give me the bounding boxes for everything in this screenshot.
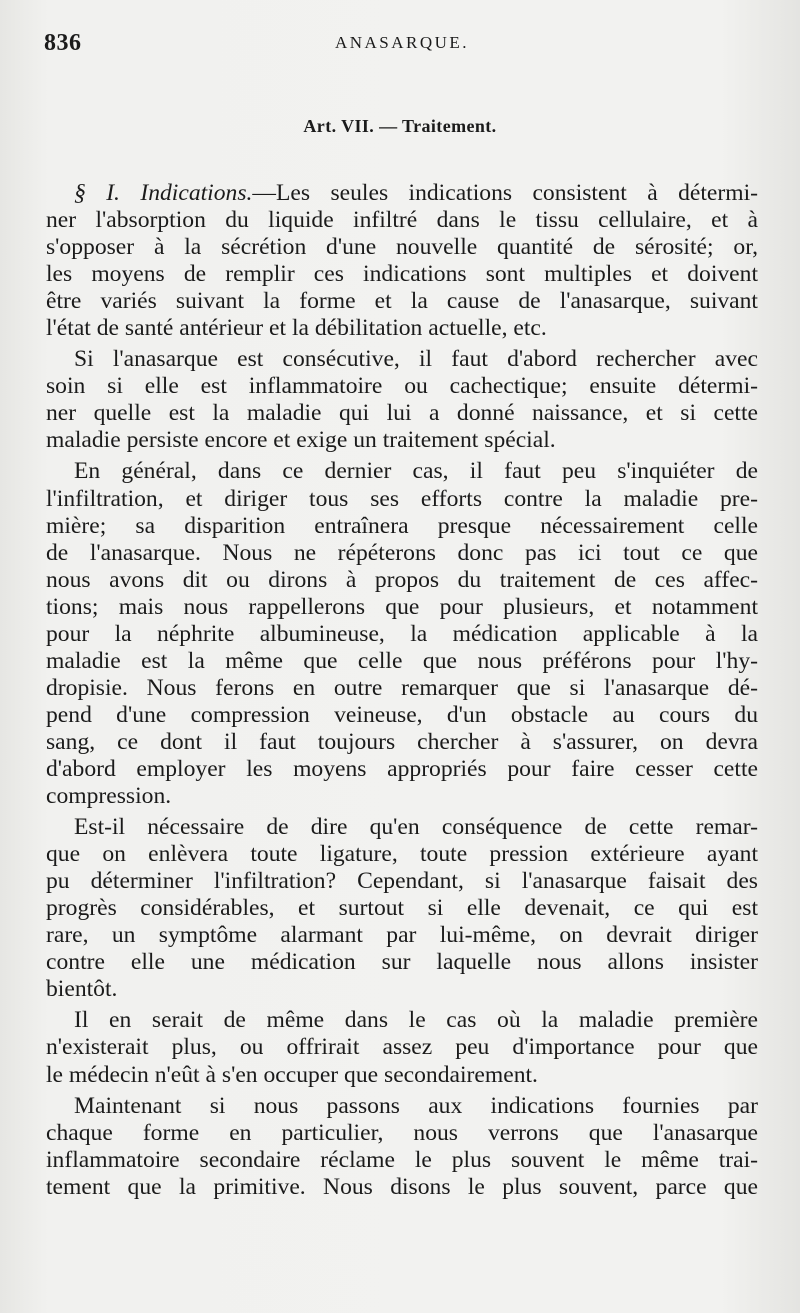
- body-text: [46, 180, 758, 1201]
- paragraph: [46, 1093, 758, 1201]
- text-line: progrès considérables, et surtout si elle devenait, ce qui est: [46, 895, 758, 922]
- running-title: ANASARQUE.: [334, 33, 470, 52]
- paragraph: [46, 1007, 758, 1088]
- text-line: sang, ce dont il faut toujours chercher à s'assurer, on devra: [46, 728, 758, 755]
- text-line: s'opposer à la sécrétion d'une nouvelle quantité de sérosité; or,: [46, 234, 758, 261]
- text-line: pu déterminer l'infiltration? Cependant, si l'anasarque faisait des: [46, 868, 758, 895]
- text-line: maladie persiste encore et exige un traitement spécial.: [46, 427, 556, 454]
- text-line-content: —Les seules indications consistent à détermi-: [252, 180, 758, 206]
- text-line: rare, un symptôme alarmant par lui-même, on devrait diriger: [46, 922, 758, 949]
- text-line: bientôt.: [46, 976, 118, 1003]
- text-line: n'existerait plus, ou offrirait assez peu d'importance pour que: [46, 1034, 758, 1061]
- text-line: le médecin n'eût à s'en occuper que secondairement.: [46, 1061, 538, 1088]
- text-line: contre elle une médication sur laquelle nous allons insister: [46, 949, 758, 976]
- paragraph: [46, 346, 758, 454]
- text-line: pour la néphrite albumineuse, la médication applicable à la: [46, 620, 758, 647]
- text-line: [46, 180, 758, 207]
- text-line: tions; mais nous rappellerons que pour plusieurs, et notamment: [46, 593, 758, 620]
- text-line: Il en serait de même dans le cas où la maladie première: [74, 1007, 758, 1034]
- text-line: inflammatoire secondaire réclame le plus souvent le même trai-: [46, 1146, 758, 1173]
- text-line: ner l'absorption du liquide infiltré dans le tissu cellulaire, et à: [46, 207, 758, 234]
- text-line: mière; sa disparition entraînera presque nécessairement celle: [46, 512, 758, 539]
- text-line: d'abord employer les moyens appropriés pour faire cesser cette: [46, 755, 758, 782]
- section-title: Art. VII. — Traitement.: [303, 116, 497, 136]
- text-line: les moyens de remplir ces indications sont multiples et doivent: [46, 261, 758, 288]
- text-line: soin si elle est inflammatoire ou cachectique; ensuite détermi-: [46, 373, 758, 400]
- text-line: Est-il nécessaire de dire qu'en conséquence de cette remar-: [74, 814, 758, 841]
- page-header: [44, 30, 760, 60]
- text-line: compression.: [46, 783, 172, 810]
- page-number: 836: [44, 30, 82, 56]
- paragraph: [46, 814, 758, 1003]
- text-line: être variés suivant la forme et la cause de l'anasarque, suivant: [46, 288, 758, 315]
- text-line: En général, dans ce dernier cas, il faut peu s'inquiéter de: [74, 458, 758, 485]
- text-line: de l'anasarque. Nous ne répéterons donc pas ici tout ce que: [46, 539, 758, 566]
- indications-label: § I. Indications.: [74, 180, 253, 206]
- text-line: l'état de santé antérieur et la débilitation actuelle, etc.: [46, 315, 547, 342]
- text-line: Maintenant si nous passons aux indications fournies par: [74, 1092, 758, 1119]
- text-line: l'infiltration, et diriger tous ses efforts contre la maladie pre-: [46, 485, 758, 512]
- paragraph: [46, 458, 758, 810]
- text-line: dropisie. Nous ferons en outre remarquer que si l'anasarque dé-: [46, 674, 758, 701]
- text-line: ner quelle est la maladie qui lui a donné naissance, et si cette: [46, 400, 758, 427]
- text-line: tement que la primitive. Nous disons le plus souvent, parce que: [46, 1173, 758, 1200]
- text-line: Si l'anasarque est consécutive, il faut d'abord rechercher avec: [74, 346, 758, 373]
- text-line: maladie est la même que celle que nous préférons pour l'hy-: [46, 647, 758, 674]
- text-line: que on enlèvera toute ligature, toute pression extérieure ayant: [46, 841, 758, 868]
- text-line: nous avons dit ou dirons à propos du traitement de ces affec-: [46, 566, 758, 593]
- text-line: chaque forme en particulier, nous verrons que l'anasarque: [46, 1119, 758, 1146]
- paragraph-indications: [46, 180, 758, 342]
- text-line: pend d'une compression veineuse, d'un obstacle au cours du: [46, 701, 758, 728]
